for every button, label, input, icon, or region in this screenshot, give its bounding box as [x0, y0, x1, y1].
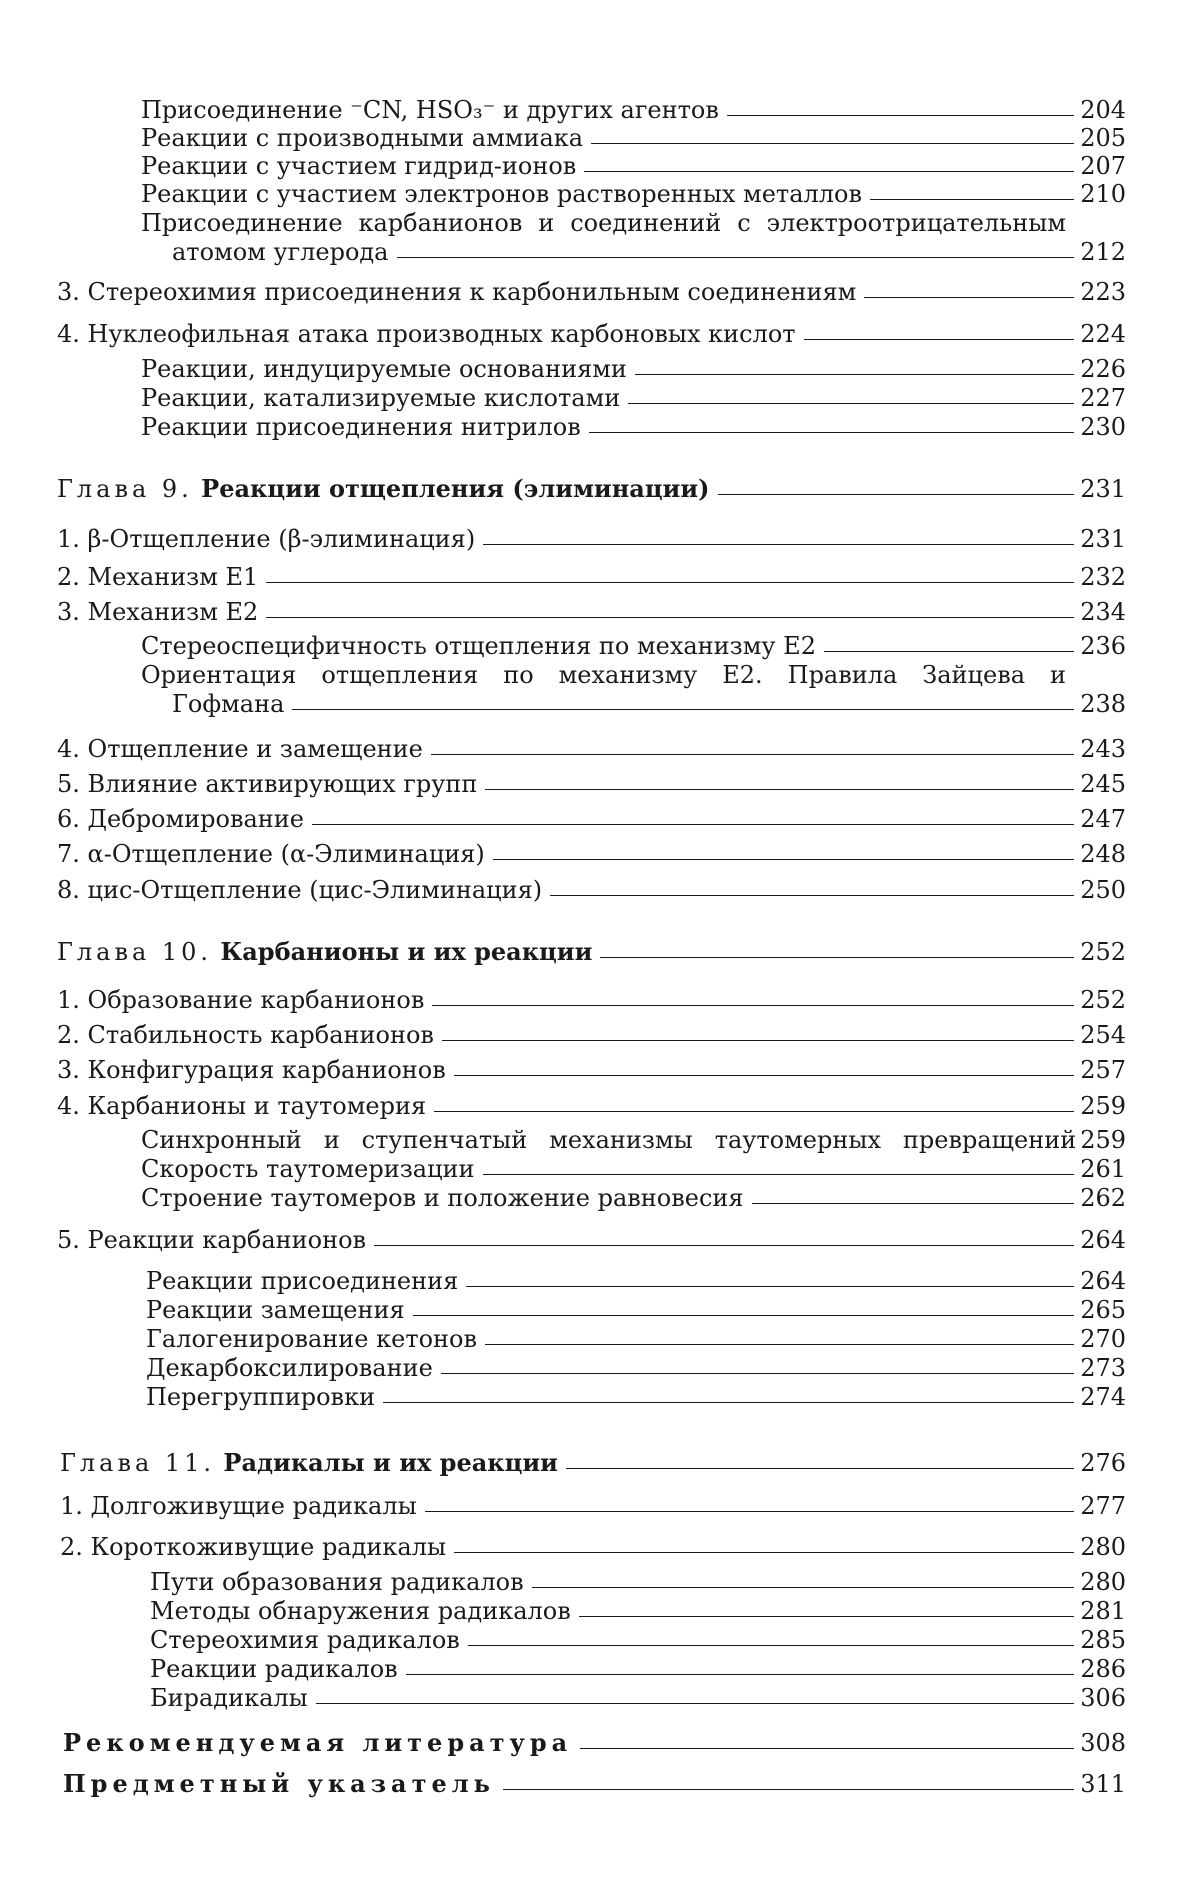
toc-page-number: 276 — [1080, 1449, 1126, 1477]
toc-entry — [141, 1184, 1126, 1212]
toc-page-number: 306 — [1080, 1684, 1126, 1712]
toc-entry-title: Предметный указатель — [63, 1769, 495, 1798]
toc-entry — [57, 876, 1126, 904]
toc-page-number: 259 — [1080, 1092, 1126, 1120]
toc-entry-title: Рекомендуемая литература — [63, 1728, 573, 1757]
toc-entry — [141, 413, 1126, 441]
toc-page-number: 212 — [1080, 238, 1126, 266]
dot-leader — [266, 617, 1074, 618]
toc-page-number: 238 — [1080, 690, 1126, 718]
toc-entry-title: Реакции с производными аммиака — [141, 124, 584, 152]
toc-page-number: 227 — [1080, 384, 1126, 412]
dot-leader — [454, 1075, 1074, 1076]
toc-entry-bibliography — [63, 1729, 1126, 1757]
toc-page-number: 205 — [1080, 124, 1126, 152]
toc-entry-title: 8. цис-Отщепление (цис-Элиминация) — [57, 876, 543, 904]
toc-entry — [141, 384, 1126, 412]
toc-entry-title: Скорость таутомеризации — [141, 1155, 475, 1183]
dot-leader — [727, 115, 1074, 116]
toc-page-number: 277 — [1080, 1492, 1126, 1520]
toc-entry-title: 1. β-Отщепление (β-элиминация) — [57, 525, 476, 553]
chapter-number: Глава 11. — [60, 1449, 216, 1477]
toc-entry-title: Перегруппировки — [146, 1383, 376, 1411]
toc-entry-title: 5. Влияние активирующих групп — [57, 770, 478, 798]
toc-entry — [57, 278, 1126, 306]
dot-leader — [752, 1203, 1075, 1204]
toc-entry-title: Синхронный и ступенчатый механизмы таутомерных превращений — [141, 1126, 1077, 1154]
chapter-title — [57, 475, 710, 503]
toc-page-number: 204 — [1080, 96, 1126, 124]
toc-page-number: 223 — [1080, 278, 1126, 306]
dot-leader — [579, 1616, 1074, 1617]
dot-leader — [383, 1402, 1074, 1403]
chapter-title — [57, 938, 592, 966]
dot-leader — [628, 403, 1074, 404]
toc-entry — [141, 632, 1126, 660]
dot-leader — [584, 171, 1074, 172]
dot-leader — [441, 1373, 1074, 1374]
toc-page-number: 252 — [1080, 938, 1126, 966]
toc-page-number: 311 — [1080, 1770, 1126, 1798]
toc-entry-title: Стереоспецифичность отщепления по механизму E2 — [141, 632, 816, 660]
dot-leader — [532, 1587, 1075, 1588]
toc-entry — [57, 840, 1126, 868]
dot-leader — [406, 1674, 1075, 1675]
dot-leader — [485, 789, 1074, 790]
toc-entry-title-line2: атомом углерода — [172, 238, 389, 266]
toc-entry — [57, 805, 1126, 833]
toc-entry — [57, 320, 1126, 348]
chapter-title — [60, 1449, 558, 1477]
toc-entry — [150, 1597, 1126, 1625]
toc-entry-title: Строение таутомеров и положение равновесия — [141, 1184, 744, 1212]
toc-entry — [57, 563, 1126, 591]
dot-leader — [493, 859, 1074, 860]
dot-leader — [432, 1005, 1074, 1006]
toc-entry — [150, 1626, 1126, 1654]
toc-page-number: 261 — [1080, 1155, 1126, 1183]
toc-page-number: 262 — [1080, 1184, 1126, 1212]
toc-page-number: 286 — [1080, 1655, 1126, 1683]
toc-entry — [141, 1126, 1126, 1154]
toc-entry — [146, 1354, 1126, 1382]
toc-page-number: 280 — [1080, 1568, 1126, 1596]
toc-entry — [141, 152, 1126, 180]
toc-entry-title: 1. Долгоживущие радикалы — [60, 1492, 417, 1520]
dot-leader — [635, 374, 1074, 375]
dot-leader — [864, 297, 1074, 298]
dot-leader — [483, 544, 1074, 545]
toc-page-number: 252 — [1080, 986, 1126, 1014]
toc-page-number: 274 — [1080, 1383, 1126, 1411]
toc-page-number: 264 — [1080, 1226, 1126, 1254]
toc-entry — [172, 690, 1126, 718]
toc-entry — [141, 1155, 1126, 1183]
toc-page-number: 270 — [1080, 1325, 1126, 1353]
dot-leader — [600, 957, 1074, 958]
toc-entry-title: 3. Механизм E2 — [57, 598, 259, 626]
toc-entry — [150, 1568, 1126, 1596]
toc-page-number: 234 — [1080, 598, 1126, 626]
toc-entry — [57, 1226, 1126, 1254]
toc-entry-title: 5. Реакции карбанионов — [57, 1226, 367, 1254]
toc-entry-title: Реакции замещения — [146, 1296, 405, 1324]
dot-leader — [718, 494, 1075, 495]
toc-entry-title: Стереохимия радикалов — [150, 1626, 460, 1654]
toc-entry-title: Реакции, индуцируемые основаниями — [141, 355, 627, 383]
toc-page-number: 231 — [1080, 525, 1126, 553]
toc-entry — [60, 1533, 1126, 1561]
toc-entry — [146, 1267, 1126, 1295]
toc-entry-title: 1. Образование карбанионов — [57, 986, 425, 1014]
toc-page-number: 248 — [1080, 840, 1126, 868]
dot-leader — [454, 1552, 1074, 1553]
toc-entry — [57, 986, 1126, 1014]
toc-entry — [57, 598, 1126, 626]
toc-entry-title: Реакции с участием электронов растворенных металлов — [141, 180, 862, 208]
toc-entry-title: 2. Механизм E1 — [57, 563, 259, 591]
dot-leader — [580, 1748, 1074, 1749]
toc-page-number: 285 — [1080, 1626, 1126, 1654]
toc-entry-title-line1: Ориентация отщепления по механизму E2. Правила Зайцева и — [141, 661, 1066, 689]
toc-entry-title: 2. Короткоживущие радикалы — [60, 1533, 447, 1561]
chapter-heading — [57, 475, 1126, 503]
toc-entry-title: Реакции радикалов — [150, 1655, 398, 1683]
toc-entry — [146, 1383, 1126, 1411]
toc-entry — [141, 96, 1126, 124]
chapter-heading — [60, 1449, 1126, 1477]
toc-page-number: 207 — [1080, 152, 1126, 180]
toc-page-number: 232 — [1080, 563, 1126, 591]
chapter-name: Реакции отщепления (элиминации) — [201, 474, 710, 503]
toc-entry-title: Реакции присоединения нитрилов — [141, 413, 581, 441]
dot-leader — [442, 1040, 1074, 1041]
toc-entry-title: Реакции присоединения — [146, 1267, 459, 1295]
chapter-name: Карбанионы и их реакции — [220, 937, 593, 966]
toc-entry-title: Декарбоксилирование — [146, 1354, 433, 1382]
dot-leader — [589, 432, 1074, 433]
toc-entry-title: 4. Нуклеофильная атака производных карбоновых кислот — [57, 320, 796, 348]
chapter-number: Глава 10. — [57, 938, 213, 966]
toc-entry-title: Пути образования радикалов — [150, 1568, 524, 1596]
toc-page-number: 254 — [1080, 1021, 1126, 1049]
toc-entry-title: Галогенирование кетонов — [146, 1325, 478, 1353]
toc-entry — [57, 525, 1126, 553]
dot-leader — [397, 257, 1075, 258]
toc-entry-title: 4. Карбанионы и таутомерия — [57, 1092, 427, 1120]
toc-page-number: 259 — [1080, 1126, 1126, 1154]
toc-page-number: 245 — [1080, 770, 1126, 798]
chapter-name: Радикалы и их реакции — [223, 1448, 558, 1477]
toc-page-number: 247 — [1080, 805, 1126, 833]
toc-entry-title: Методы обнаружения радикалов — [150, 1597, 571, 1625]
dot-leader — [566, 1468, 1074, 1469]
toc-entry-title: 3. Конфигурация карбанионов — [57, 1056, 446, 1084]
dot-leader — [468, 1645, 1074, 1646]
toc-entry-title: 7. α-Отщепление (α-Элиминация) — [57, 840, 485, 868]
toc-entry — [172, 238, 1126, 266]
dot-leader — [503, 1789, 1074, 1790]
toc-entry — [141, 180, 1126, 208]
toc-entry-title: 6. Дебромирование — [57, 805, 304, 833]
dot-leader — [292, 709, 1074, 710]
toc-entry-title: Присоединение ⁻CN, HSO₃⁻ и других агентов — [141, 96, 719, 124]
dot-leader — [374, 1245, 1074, 1246]
dot-leader — [591, 143, 1074, 144]
dot-leader — [425, 1511, 1074, 1512]
dot-leader — [550, 895, 1074, 896]
toc-page-number: 243 — [1080, 735, 1126, 763]
dot-leader — [316, 1703, 1074, 1704]
toc-page-number: 265 — [1080, 1296, 1126, 1324]
dot-leader — [266, 582, 1074, 583]
toc-entry-title-line2: Гофмана — [172, 690, 285, 718]
dot-leader — [824, 651, 1074, 652]
dot-leader — [870, 199, 1074, 200]
toc-entry-title: Реакции, катализируемые кислотами — [141, 384, 621, 412]
toc-page-number: 264 — [1080, 1267, 1126, 1295]
toc-page-number: 226 — [1080, 355, 1126, 383]
dot-leader — [485, 1344, 1074, 1345]
dot-leader — [413, 1315, 1075, 1316]
toc-page-number: 257 — [1080, 1056, 1126, 1084]
toc-entry — [57, 1092, 1126, 1120]
toc-entry — [146, 1325, 1126, 1353]
dot-leader — [804, 339, 1075, 340]
toc-entry-title: Бирадикалы — [150, 1684, 308, 1712]
toc-entry — [57, 1021, 1126, 1049]
toc-entry-title-line1: Присоединение карбанионов и соединений с электроотрицательным — [141, 209, 1066, 237]
toc-entry-title: 2. Стабильность карбанионов — [57, 1021, 434, 1049]
dot-leader — [434, 1111, 1074, 1112]
toc-page-number: 210 — [1080, 180, 1126, 208]
toc-entry — [60, 1492, 1126, 1520]
toc-page-number: 273 — [1080, 1354, 1126, 1382]
toc-page-number: 308 — [1080, 1729, 1126, 1757]
toc-page-number: 281 — [1080, 1597, 1126, 1625]
toc-entry — [141, 124, 1126, 152]
toc-entry-title: 3. Стереохимия присоединения к карбонильным соединениям — [57, 278, 857, 306]
toc-page-number: 230 — [1080, 413, 1126, 441]
toc-entry — [146, 1296, 1126, 1324]
dot-leader — [466, 1286, 1074, 1287]
toc-entry-title: 4. Отщепление и замещение — [57, 735, 423, 763]
toc-entry — [57, 735, 1126, 763]
toc-page-number: 236 — [1080, 632, 1126, 660]
toc-entry-title: Реакции с участием гидрид-ионов — [141, 152, 577, 180]
toc-entry — [57, 1056, 1126, 1084]
dot-leader — [431, 754, 1074, 755]
dot-leader — [483, 1174, 1075, 1175]
toc-entry — [57, 770, 1126, 798]
toc-page-number: 280 — [1080, 1533, 1126, 1561]
toc-entry-index — [63, 1770, 1126, 1798]
toc-page-number: 224 — [1080, 320, 1126, 348]
chapter-number: Глава 9. — [57, 475, 193, 503]
toc-entry — [141, 355, 1126, 383]
toc-entry — [150, 1684, 1126, 1712]
toc-entry — [150, 1655, 1126, 1683]
dot-leader — [312, 824, 1074, 825]
chapter-heading — [57, 938, 1126, 966]
toc-page-number: 231 — [1080, 475, 1126, 503]
toc-page-number: 250 — [1080, 876, 1126, 904]
